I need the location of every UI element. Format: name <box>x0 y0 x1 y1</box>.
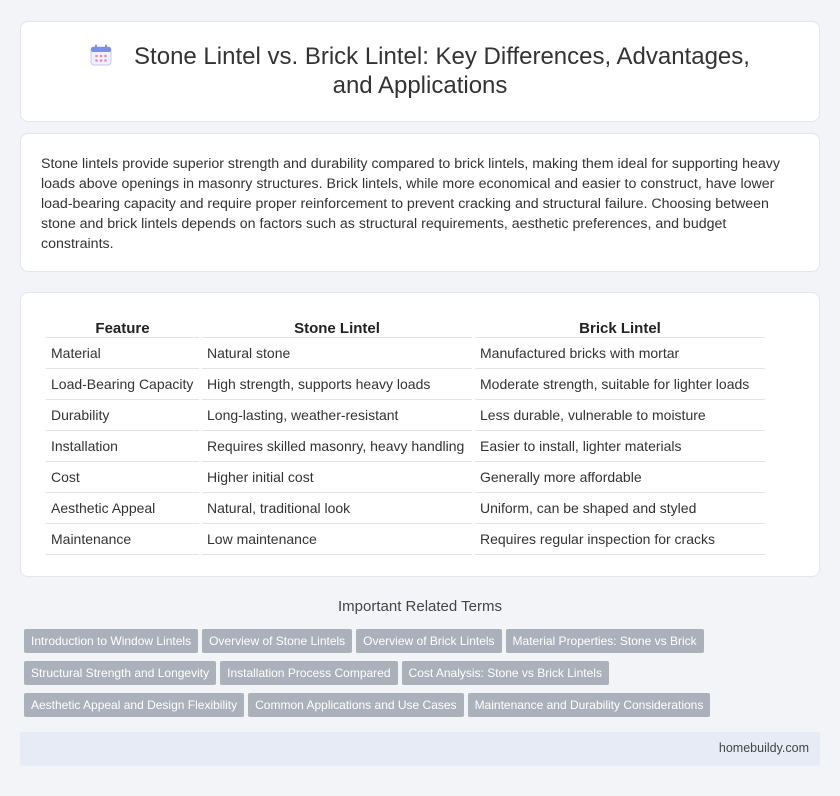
intro-card <box>20 133 820 272</box>
tag-row <box>24 693 824 725</box>
feature-cell: Installation <box>46 431 199 462</box>
feature-cell: Load-Bearing Capacity <box>46 369 199 400</box>
stone-cell: Natural, traditional look <box>202 493 472 524</box>
feature-cell: Aesthetic Appeal <box>46 493 199 524</box>
related-term-tag[interactable]: Installation Process Compared <box>220 661 397 685</box>
table-header-row <box>46 316 765 338</box>
stone-cell: High strength, supports heavy loads <box>202 369 472 400</box>
brick-cell: Generally more affordable <box>475 462 765 493</box>
table-row <box>46 493 765 524</box>
brick-cell: Less durable, vulnerable to moisture <box>475 400 765 431</box>
header-card <box>20 21 820 122</box>
related-terms-title: Important Related Terms <box>338 598 502 615</box>
header-brick-lintel: Brick Lintel <box>475 316 765 338</box>
related-term-tag[interactable]: Cost Analysis: Stone vs Brick Lintels <box>402 661 609 685</box>
brick-cell: Easier to install, lighter materials <box>475 431 765 462</box>
related-term-tag[interactable]: Maintenance and Durability Considerations <box>468 693 711 717</box>
table-row <box>46 524 765 555</box>
feature-cell: Material <box>46 338 199 369</box>
intro-paragraph: Stone lintels provide superior strength and durability compared to brick lintels, making them ideal for supporting heavy loads above openings in masonry structures. Brick lintels, while more economical and easier to construct, have lower load-bearing capacity and require proper reinforcement to prevent cracking and structural failure. Choosing between stone and brick lintels depends on factors such as structural requirements, aesthetic preferences, and budget constraints. <box>41 156 780 252</box>
related-term-tag[interactable]: Overview of Brick Lintels <box>356 629 501 653</box>
footer-site-link[interactable]: homebuildy.com <box>718 741 809 755</box>
page-title-text: Stone Lintel vs. Brick Lintel: Key Differences, Advantages, and Applications <box>134 43 750 99</box>
feature-cell: Cost <box>46 462 199 493</box>
calendar-icon <box>90 44 112 66</box>
related-term-tag[interactable]: Material Properties: Stone vs Brick <box>506 629 704 653</box>
page-title <box>80 42 760 100</box>
related-term-tag[interactable]: Overview of Stone Lintels <box>202 629 352 653</box>
tag-row <box>24 661 824 693</box>
header-stone-lintel: Stone Lintel <box>202 316 472 338</box>
related-term-tag[interactable]: Structural Strength and Longevity <box>24 661 216 685</box>
table-row <box>46 338 765 369</box>
feature-cell: Durability <box>46 400 199 431</box>
table-row <box>46 462 765 493</box>
brick-cell: Uniform, can be shaped and styled <box>475 493 765 524</box>
stone-cell: Long-lasting, weather-resistant <box>202 400 472 431</box>
table-card <box>20 292 820 577</box>
comparison-table <box>43 316 768 555</box>
related-terms-tags <box>24 629 824 725</box>
footer <box>20 732 820 766</box>
stone-cell: Requires skilled masonry, heavy handling <box>202 431 472 462</box>
brick-cell: Requires regular inspection for cracks <box>475 524 765 555</box>
related-term-tag[interactable]: Common Applications and Use Cases <box>248 693 463 717</box>
stone-cell: Low maintenance <box>202 524 472 555</box>
brick-cell: Moderate strength, suitable for lighter loads <box>475 369 765 400</box>
title-wrap <box>21 42 819 100</box>
table-row <box>46 369 765 400</box>
header-feature: Feature <box>46 316 199 338</box>
table-row <box>46 431 765 462</box>
related-term-tag[interactable]: Aesthetic Appeal and Design Flexibility <box>24 693 244 717</box>
brick-cell: Manufactured bricks with mortar <box>475 338 765 369</box>
table-row <box>46 400 765 431</box>
feature-cell: Maintenance <box>46 524 199 555</box>
tag-row <box>24 629 824 661</box>
stone-cell: Higher initial cost <box>202 462 472 493</box>
related-term-tag[interactable]: Introduction to Window Lintels <box>24 629 198 653</box>
stone-cell: Natural stone <box>202 338 472 369</box>
